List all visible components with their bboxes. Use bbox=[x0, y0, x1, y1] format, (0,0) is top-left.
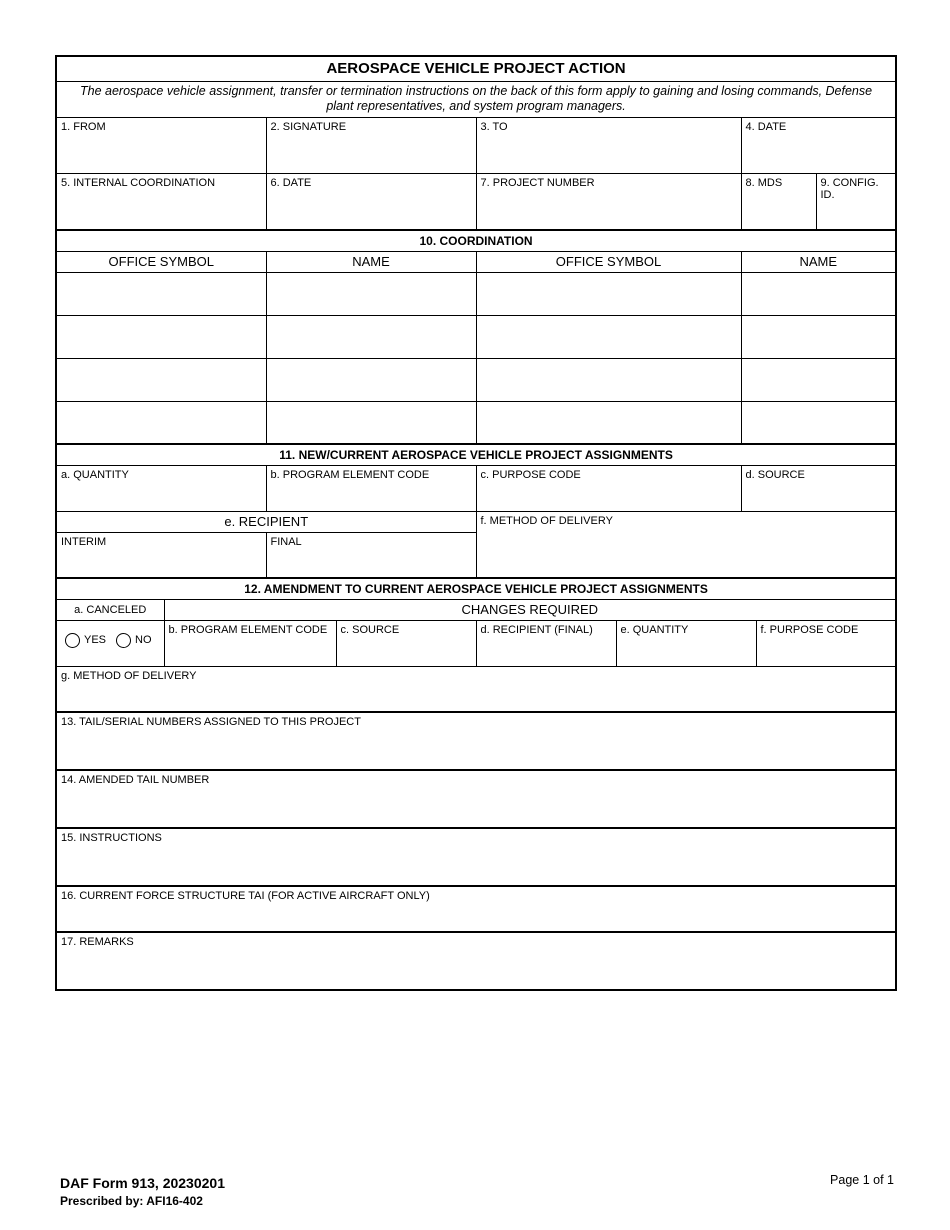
quantity-field[interactable] bbox=[56, 466, 266, 512]
canceled-header: a. CANCELED bbox=[56, 599, 164, 620]
amend-purpose-code-label: f. PURPOSE CODE bbox=[760, 623, 859, 636]
office-symbol-header-2: OFFICE SYMBOL bbox=[476, 251, 741, 272]
force-structure-tai-field[interactable] bbox=[56, 886, 896, 932]
project-number-field[interactable] bbox=[476, 174, 741, 230]
mds-field[interactable] bbox=[741, 174, 816, 230]
from-label: 1. FROM bbox=[61, 121, 106, 133]
yes-radio-button[interactable] bbox=[65, 633, 80, 648]
coordination-name-cell[interactable] bbox=[741, 315, 896, 358]
new-assignments-section-title: 11. NEW/CURRENT AEROSPACE VEHICLE PROJECT ASSIGNMENTS bbox=[56, 444, 896, 466]
mds-label: 8. MDS bbox=[745, 177, 783, 189]
form-title: AEROSPACE VEHICLE PROJECT ACTION bbox=[56, 56, 896, 82]
amend-source-label: c. SOURCE bbox=[340, 623, 400, 636]
office-symbol-header-1: OFFICE SYMBOL bbox=[56, 251, 266, 272]
name-header-2: NAME bbox=[741, 251, 896, 272]
date-field[interactable] bbox=[741, 118, 896, 174]
form-name: DAF Form 913, 20230201 bbox=[60, 1175, 225, 1191]
config-id-label: 9. CONFIG. ID. bbox=[820, 177, 879, 201]
final-recipient-field[interactable] bbox=[266, 533, 476, 578]
aerospace-vehicle-project-action-form bbox=[55, 55, 895, 991]
coordination-name-cell[interactable] bbox=[741, 272, 896, 315]
tail-serial-numbers-label: 13. TAIL/SERIAL NUMBERS ASSIGNED TO THIS PROJECT bbox=[61, 716, 361, 728]
amend-recipient-final-label: d. RECIPIENT (FINAL) bbox=[480, 623, 593, 636]
coordination-office-cell[interactable] bbox=[476, 315, 741, 358]
amend-method-of-delivery-field[interactable] bbox=[56, 666, 896, 712]
amend-program-element-code-label: b. PROGRAM ELEMENT CODE bbox=[168, 623, 328, 636]
no-label: NO bbox=[135, 634, 152, 646]
footer-left bbox=[60, 1175, 225, 1208]
coordination-name-cell[interactable] bbox=[741, 358, 896, 401]
amend-method-of-delivery-label: g. METHOD OF DELIVERY bbox=[61, 669, 197, 682]
to-label: 3. TO bbox=[480, 121, 508, 133]
coordination-date-field[interactable] bbox=[266, 174, 476, 230]
coordination-office-cell[interactable] bbox=[56, 315, 266, 358]
method-of-delivery-label: f. METHOD OF DELIVERY bbox=[480, 515, 613, 527]
amend-quantity-field[interactable] bbox=[616, 620, 756, 666]
coordination-office-cell[interactable] bbox=[476, 272, 741, 315]
source-label: d. SOURCE bbox=[745, 469, 805, 481]
signature-label: 2. SIGNATURE bbox=[270, 121, 347, 133]
amend-source-field[interactable] bbox=[336, 620, 476, 666]
form-intro: The aerospace vehicle assignment, transfer or termination instructions on the back of this form apply to gaining and losing commands, Defense plant representatives, and system program managers. bbox=[56, 82, 896, 118]
quantity-label: a. QUANTITY bbox=[61, 469, 129, 481]
amend-purpose-code-field[interactable] bbox=[756, 620, 896, 666]
amend-quantity-label: e. QUANTITY bbox=[620, 623, 689, 636]
instructions-label: 15. INSTRUCTIONS bbox=[61, 832, 162, 844]
changes-required-header: CHANGES REQUIRED bbox=[164, 599, 896, 620]
remarks-field[interactable] bbox=[56, 932, 896, 990]
coordination-office-cell[interactable] bbox=[56, 272, 266, 315]
method-of-delivery-field[interactable] bbox=[476, 512, 896, 578]
amended-tail-number-field[interactable] bbox=[56, 770, 896, 828]
prescribed-by: Prescribed by: AFI16-402 bbox=[60, 1194, 203, 1208]
amend-recipient-final-field[interactable] bbox=[476, 620, 616, 666]
name-header-1: NAME bbox=[266, 251, 476, 272]
purpose-code-field[interactable] bbox=[476, 466, 741, 512]
source-field[interactable] bbox=[741, 466, 896, 512]
coordination-office-cell[interactable] bbox=[476, 358, 741, 401]
purpose-code-label: c. PURPOSE CODE bbox=[480, 469, 581, 481]
interim-label: INTERIM bbox=[61, 536, 107, 548]
from-field[interactable] bbox=[56, 118, 266, 174]
remarks-label: 17. REMARKS bbox=[61, 936, 134, 948]
form-table bbox=[55, 55, 897, 991]
coordination-name-cell[interactable] bbox=[741, 401, 896, 444]
coordination-office-cell[interactable] bbox=[476, 401, 741, 444]
coordination-name-cell[interactable] bbox=[266, 315, 476, 358]
internal-coordination-label: 5. INTERNAL COORDINATION bbox=[61, 177, 216, 189]
coordination-section-title: 10. COORDINATION bbox=[56, 230, 896, 252]
signature-field[interactable] bbox=[266, 118, 476, 174]
amendment-section-title: 12. AMENDMENT TO CURRENT AEROSPACE VEHICLE PROJECT ASSIGNMENTS bbox=[56, 578, 896, 600]
coordination-name-cell[interactable] bbox=[266, 401, 476, 444]
final-label: FINAL bbox=[270, 536, 302, 548]
program-element-code-label: b. PROGRAM ELEMENT CODE bbox=[270, 469, 430, 481]
interim-recipient-field[interactable] bbox=[56, 533, 266, 578]
coordination-office-cell[interactable] bbox=[56, 358, 266, 401]
force-structure-tai-label: 16. CURRENT FORCE STRUCTURE TAI (FOR ACTIVE AIRCRAFT ONLY) bbox=[61, 890, 430, 902]
no-radio-button[interactable] bbox=[116, 633, 131, 648]
to-field[interactable] bbox=[476, 118, 741, 174]
instructions-field[interactable] bbox=[56, 828, 896, 886]
coordination-name-cell[interactable] bbox=[266, 358, 476, 401]
config-id-field[interactable] bbox=[816, 174, 896, 230]
amended-tail-number-label: 14. AMENDED TAIL NUMBER bbox=[61, 774, 210, 786]
recipient-header: e. RECIPIENT bbox=[56, 512, 476, 533]
amend-program-element-code-field[interactable] bbox=[164, 620, 336, 666]
date-label: 4. DATE bbox=[745, 121, 787, 133]
canceled-options bbox=[56, 620, 164, 666]
coordination-name-cell[interactable] bbox=[266, 272, 476, 315]
coordination-date-label: 6. DATE bbox=[270, 177, 312, 189]
page-number: Page 1 of 1 bbox=[830, 1173, 894, 1187]
coordination-office-cell[interactable] bbox=[56, 401, 266, 444]
program-element-code-field[interactable] bbox=[266, 466, 476, 512]
project-number-label: 7. PROJECT NUMBER bbox=[480, 177, 595, 189]
internal-coordination-field[interactable] bbox=[56, 174, 266, 230]
yes-label: YES bbox=[84, 634, 107, 646]
tail-serial-numbers-field[interactable] bbox=[56, 712, 896, 770]
